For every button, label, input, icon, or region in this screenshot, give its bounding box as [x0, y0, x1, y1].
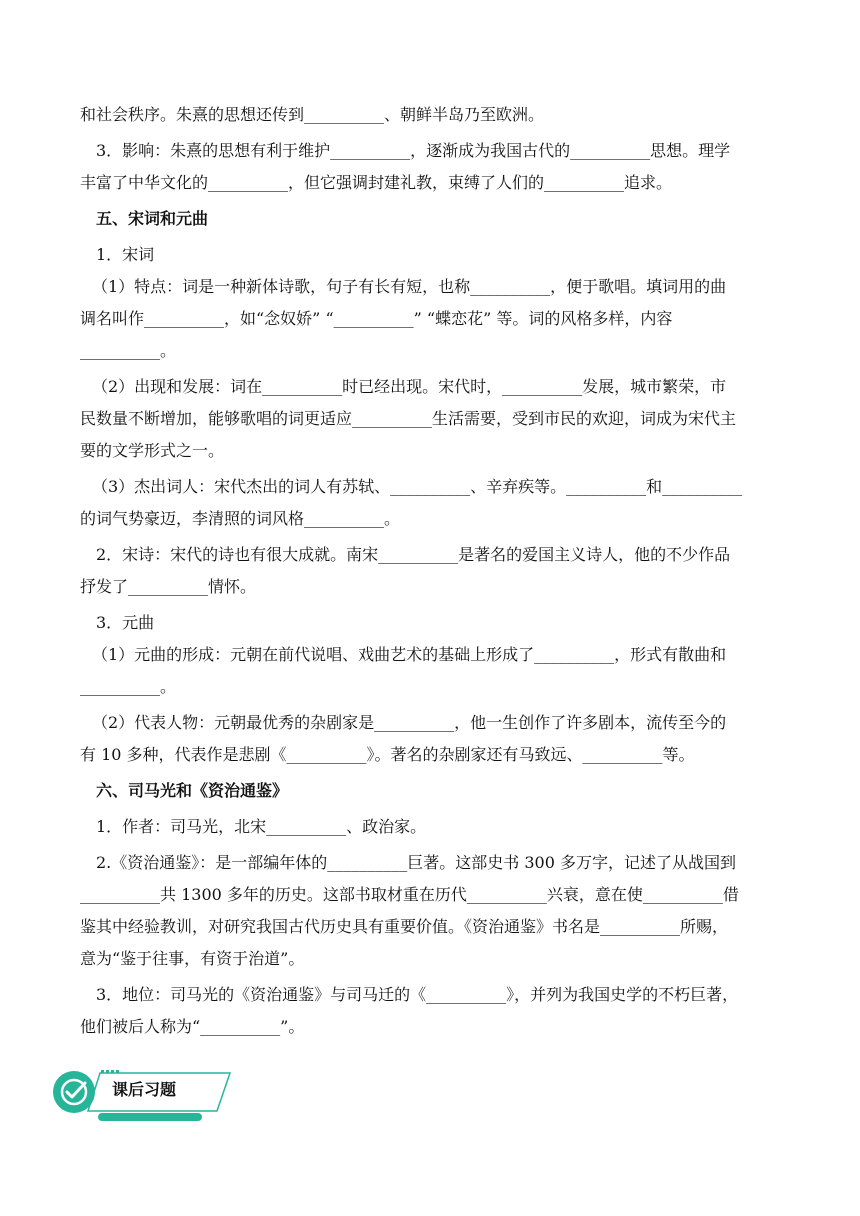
text-line: 2.《资治通鉴》：是一部编年体的__________巨著。这部史书 300 多万字，记述了从战国到	[96, 853, 736, 872]
text-line: 和社会秩序。朱熹的思想还传到__________、朝鲜半岛乃至欧洲。	[80, 105, 545, 124]
text-line: 抒发了__________情怀。	[80, 577, 257, 596]
text-line: （1）特点：词是一种新体诗歌，句子有长有短，也称__________，便于歌唱。填词用的曲	[92, 277, 727, 296]
text-line: 丰富了中华文化的__________，但它强调封建礼教，束缚了人们的__________追求。	[80, 173, 673, 192]
text-line: 2．宋诗：宋代的诗也有很大成就。南宋__________是著名的爱国主义诗人，他的不少作品	[96, 545, 731, 564]
text-line: （1）元曲的形成：元朝在前代说唱、戏曲艺术的基础上形成了__________，形式有散曲和	[92, 645, 727, 664]
text-line: 民数量不断增加，能够歌唱的词更适应__________生活需要，受到市民的欢迎，词成为宋代主	[80, 409, 737, 428]
text-line: （2）代表人物：元朝最优秀的杂剧家是__________，他一生创作了许多剧本，流传至今的	[92, 713, 727, 732]
badge-label: 课后习题	[112, 1080, 177, 1099]
text-line: __________共 1300 多年的历史。这部书取材重在历代__________兴衰，意在使__________借	[80, 885, 739, 904]
text-line: 要的文学形式之一。	[80, 441, 225, 460]
text-line: 3．影响：朱熹的思想有利于维护__________，逐渐成为我国古代的__________思想。理学	[96, 141, 731, 160]
text-line: 1．作者：司马光，北宋__________、政治家。	[96, 817, 427, 836]
section-heading: 五、宋词和元曲	[96, 209, 209, 228]
check-circle-icon	[53, 1071, 95, 1113]
text-line: 调名叫作__________，如“念奴娇” “__________” “蝶恋花” 等。词的风格多样，内容	[80, 309, 673, 328]
text-line: 意为“鉴于往事，有资于治道”。	[80, 949, 305, 968]
text-line: 3．元曲	[96, 613, 155, 632]
section-heading: 六、司马光和《资治通鉴》	[96, 781, 289, 800]
text-line: 他们被后人称为“__________”。	[80, 1017, 305, 1036]
text-line: 鉴其中经验教训，对研究我国古代历史具有重要价值。《资治通鉴》书名是__________所赐，	[80, 917, 729, 936]
text-line: 的词气势豪迈，李清照的词风格__________。	[80, 509, 401, 528]
text-line: 有 10 多种，代表作是悲剧《__________》。著名的杂剧家还有马致远、__________等。	[80, 745, 695, 764]
text-line: __________。	[80, 677, 177, 696]
text-line: （3）杰出词人：宋代杰出的词人有苏轼、__________、辛弃疾等。__________和__________	[92, 477, 743, 496]
text-line: __________。	[80, 341, 177, 360]
text-line: 1．宋词	[96, 245, 155, 264]
text-line: 3．地位：司马光的《资治通鉴》与司马迁的《__________》，并列为我国史学的不朽巨著，	[96, 985, 739, 1004]
text-line: （2）出现和发展：词在__________时已经出现。宋代时，__________发展，城市繁荣，市	[92, 377, 727, 396]
